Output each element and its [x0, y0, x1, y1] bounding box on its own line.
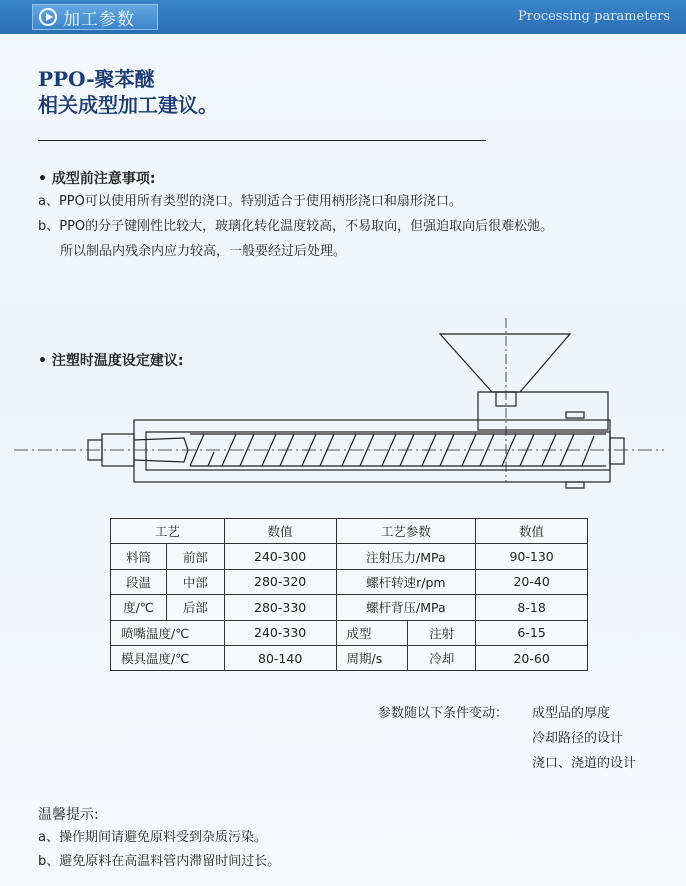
- table-cell: 80-140: [224, 645, 336, 670]
- condition-item: 成型品的厚度: [532, 706, 611, 721]
- table-cell: 成型: [336, 620, 408, 645]
- table-cell: 段温: [111, 569, 167, 594]
- table-row: [111, 620, 588, 645]
- table-header: 工艺参数: [336, 519, 476, 544]
- table-cell: 90-130: [476, 544, 588, 569]
- table-cell: 20-40: [476, 569, 588, 594]
- table-cell: 注射压力/MPa: [336, 544, 476, 569]
- conditions-label: 参数随以下条件变动：: [378, 706, 509, 721]
- play-circle-icon: [39, 8, 57, 26]
- page-title: [38, 66, 218, 118]
- table-cell: 前部: [166, 544, 224, 569]
- table-row: [111, 595, 588, 620]
- table-header: 工艺: [111, 519, 225, 544]
- table-header: 数值: [476, 519, 588, 544]
- title-divider: [38, 140, 486, 141]
- table-row: [111, 569, 588, 594]
- table-cell: 度/℃: [111, 595, 167, 620]
- table-cell: 280-320: [224, 569, 336, 594]
- table-cell: 中部: [166, 569, 224, 594]
- table-cell: 6-15: [476, 620, 588, 645]
- table-cell: 料筒: [111, 544, 167, 569]
- pre-molding-item-b-cont: 所以制品内残余内应力较高，一般要经过后处理。: [60, 244, 347, 259]
- header-bar: [0, 0, 686, 34]
- table-row: [111, 645, 588, 670]
- table-cell: 240-300: [224, 544, 336, 569]
- header-tab[interactable]: [32, 4, 158, 30]
- tip-item-a: a、操作期间请避免原料受到杂质污染。: [38, 830, 267, 845]
- tip-item-b: b、避免原料在高温料管内滞留时间过长。: [38, 854, 281, 869]
- parameter-table: [110, 518, 588, 671]
- table-cell: 后部: [166, 595, 224, 620]
- table-cell: 喷嘴温度/℃: [111, 620, 225, 645]
- pre-molding-heading: • 成型前注意事项:: [38, 171, 156, 187]
- header-tab-label: 加工参数: [63, 9, 135, 30]
- table-cell: 280-330: [224, 595, 336, 620]
- condition-item: 冷却路径的设计: [532, 731, 624, 746]
- table-row: [111, 544, 588, 569]
- table-cell: 8-18: [476, 595, 588, 620]
- tips-heading: 温馨提示:: [38, 807, 99, 823]
- header-subtitle: Processing parameters: [518, 9, 670, 24]
- table-cell: 模具温度/℃: [111, 645, 225, 670]
- table-cell: 周期/s: [336, 645, 408, 670]
- table-cell: 螺杆转速r/pm: [336, 569, 476, 594]
- condition-item: 浇口、浇道的设计: [532, 756, 637, 771]
- injection-screw-diagram: [14, 312, 674, 492]
- pre-molding-item-b: b、PPO的分子键刚性比较大，玻璃化转化温度较高，不易取向，但强迫取向后很难松弛。: [38, 219, 554, 234]
- temperature-heading: • 注塑时温度设定建议:: [38, 353, 184, 369]
- table-cell: 螺杆背压/MPa: [336, 595, 476, 620]
- title-line-1: PPO-聚苯醚: [38, 67, 155, 91]
- title-line-2: 相关成型加工建议。: [38, 93, 218, 117]
- table-header: 数值: [224, 519, 336, 544]
- pre-molding-item-a: a、PPO可以使用所有类型的浇口。特别适合于使用柄形浇口和扇形浇口。: [38, 194, 462, 209]
- table-cell: 注射: [408, 620, 476, 645]
- table-cell: 冷却: [408, 645, 476, 670]
- table-cell: 240-330: [224, 620, 336, 645]
- table-header-row: [111, 519, 588, 544]
- table-cell: 20-60: [476, 645, 588, 670]
